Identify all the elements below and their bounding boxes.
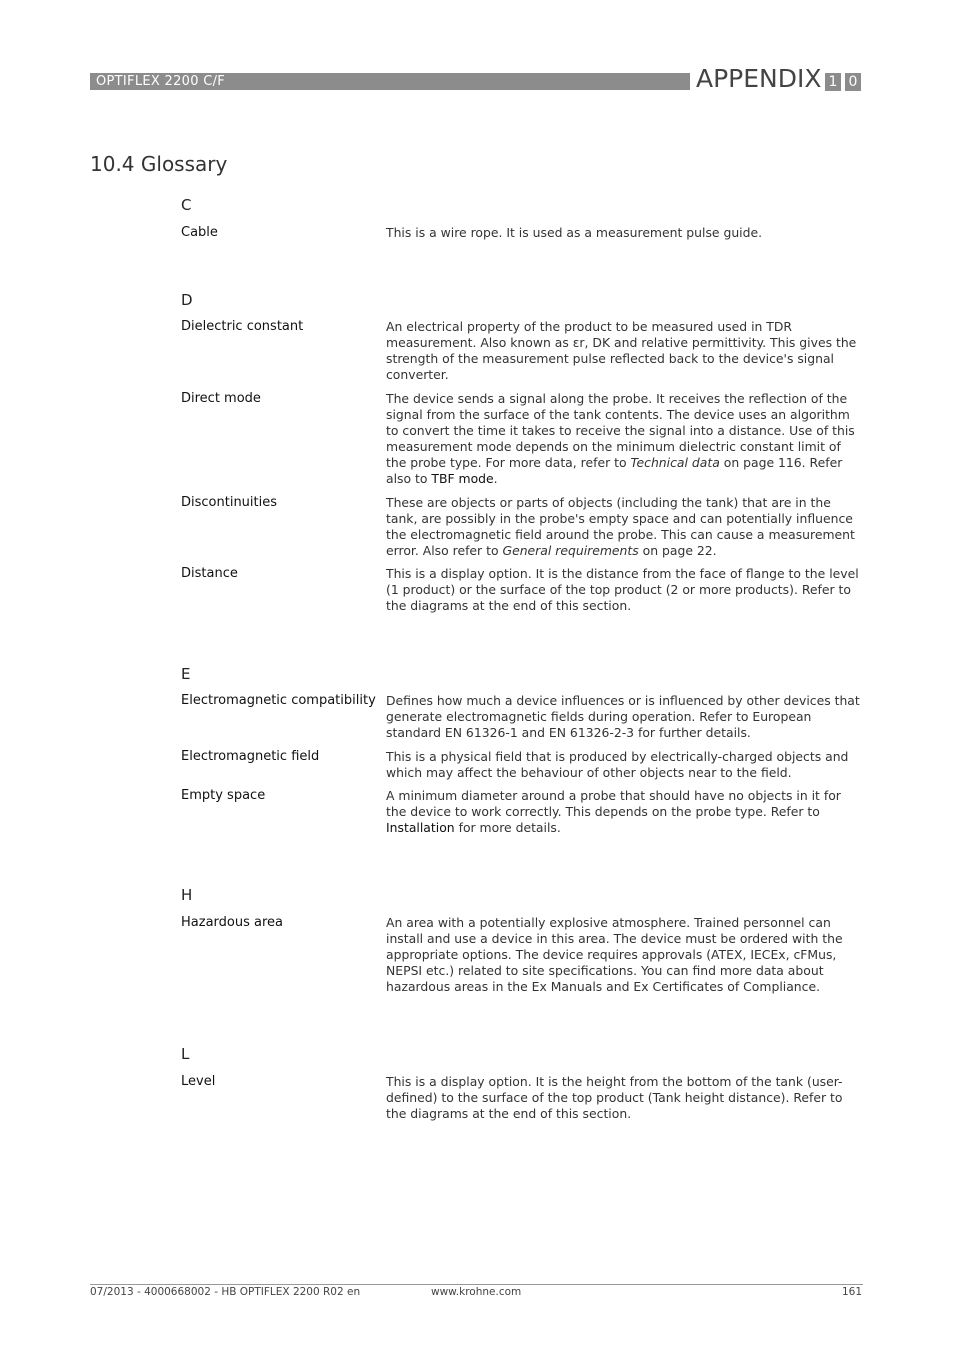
glossary-definition: This is a physical field that is produced by electrically-charged objects and which may affect the behaviour of other objects near to the field. — [386, 749, 849, 780]
glossary-definition: An area with a potentially explosive atmosphere. Trained personnel can install and use a device in this area. The device must be ordered with the appropriate options. The device requires approvals (ATEX, IECEx, cFMus, NEPSI etc.) related to site specifications. You can find more data about hazardous areas in the Ex Manuals and Ex Certificates of Compliance. — [386, 915, 843, 994]
glossary-definition: This is a display option. It is the height from the bottom of the tank (user-defined) to the surface of the top product (Tank height distance). Refer to the diagrams at the end of this section. — [386, 1074, 843, 1121]
footer-website-link[interactable]: www.krohne.com — [431, 1286, 522, 1298]
glossary-term: Electromagnetic field — [181, 749, 320, 764]
header-product-name: OPTIFLEX 2200 C/F — [96, 74, 226, 89]
glossary-definition: Defines how much a device influences or is influenced by other devices that generate electromagnetic fields during operation. Refer to European standard EN 61326-1 and EN 61326-2-3 for further details. — [386, 693, 860, 740]
glossary-definition: These are objects or parts of objects (including the tank) that are in the tank, are possibly in the probe's empty space and can potentially influence the electromagnetic field around the probe. This can cause a measurement error. Also refer to General requirements on page 22. — [386, 495, 855, 558]
cross-reference[interactable]: Technical data — [630, 455, 720, 470]
glossary-definition: This is a display option. It is the distance from the face of flange to the level (1 product) or the surface of the top product (2 or more products). Refer to the diagrams at the end of this section. — [386, 566, 859, 613]
glossary-definition: An electrical property of the product to be measured used in TDR measurement. Also known as εr, DK and relative permittivity. This gives the strength of the measurement pulse reflected back to the device's signal converter. — [386, 319, 857, 382]
glossary-term: Hazardous area — [181, 915, 283, 930]
glossary-term: Level — [181, 1074, 216, 1089]
glossary-letter-h: H — [181, 886, 193, 904]
cross-reference[interactable]: TBF mode — [431, 471, 494, 486]
glossary-term: Direct mode — [181, 391, 261, 406]
glossary-term: Cable — [181, 225, 218, 240]
glossary-term: Distance — [181, 566, 238, 581]
glossary-term: Dielectric constant — [181, 319, 304, 334]
glossary-definition: A minimum diameter around a probe that should have no objects in it for the device to work correctly. This depends on the probe type. Refer to Installation for more details. — [386, 788, 841, 835]
glossary-term: Empty space — [181, 788, 266, 803]
glossary-letter-l: L — [181, 1045, 190, 1063]
glossary-definition: This is a wire rope. It is used as a measurement pulse guide. — [386, 225, 763, 240]
cross-reference[interactable]: Installation — [386, 820, 455, 835]
chapter-digit: 1 — [825, 73, 841, 91]
section-title: 10.4 Glossary — [90, 152, 228, 176]
glossary-letter-d: D — [181, 291, 193, 309]
footer-rule — [90, 1284, 863, 1285]
cross-reference[interactable]: General requirements — [502, 543, 639, 558]
header-chapter-title: APPENDIX — [696, 64, 822, 93]
glossary-letter-c: C — [181, 196, 192, 214]
footer-page-number: 161 — [842, 1286, 863, 1298]
footer-doc-ref: 07/2013 - 4000668002 - HB OPTIFLEX 2200 R02 en — [90, 1286, 361, 1298]
glossary-term: Electromagnetic compatibility — [181, 693, 376, 708]
glossary-term: Discontinuities — [181, 495, 278, 510]
chapter-digit: 0 — [845, 73, 861, 91]
glossary-definition: The device sends a signal along the probe. It receives the reflection of the signal from the surface of the tank contents. The device uses an algorithm to convert the time it takes to receive the signal into a distance. Use of this measurement mode depends on the minimum dielectric constant limit of the probe type. For more data, refer to Technical data on page 116. Refer also to TBF mode. — [386, 391, 855, 486]
glossary-letter-e: E — [181, 665, 191, 683]
